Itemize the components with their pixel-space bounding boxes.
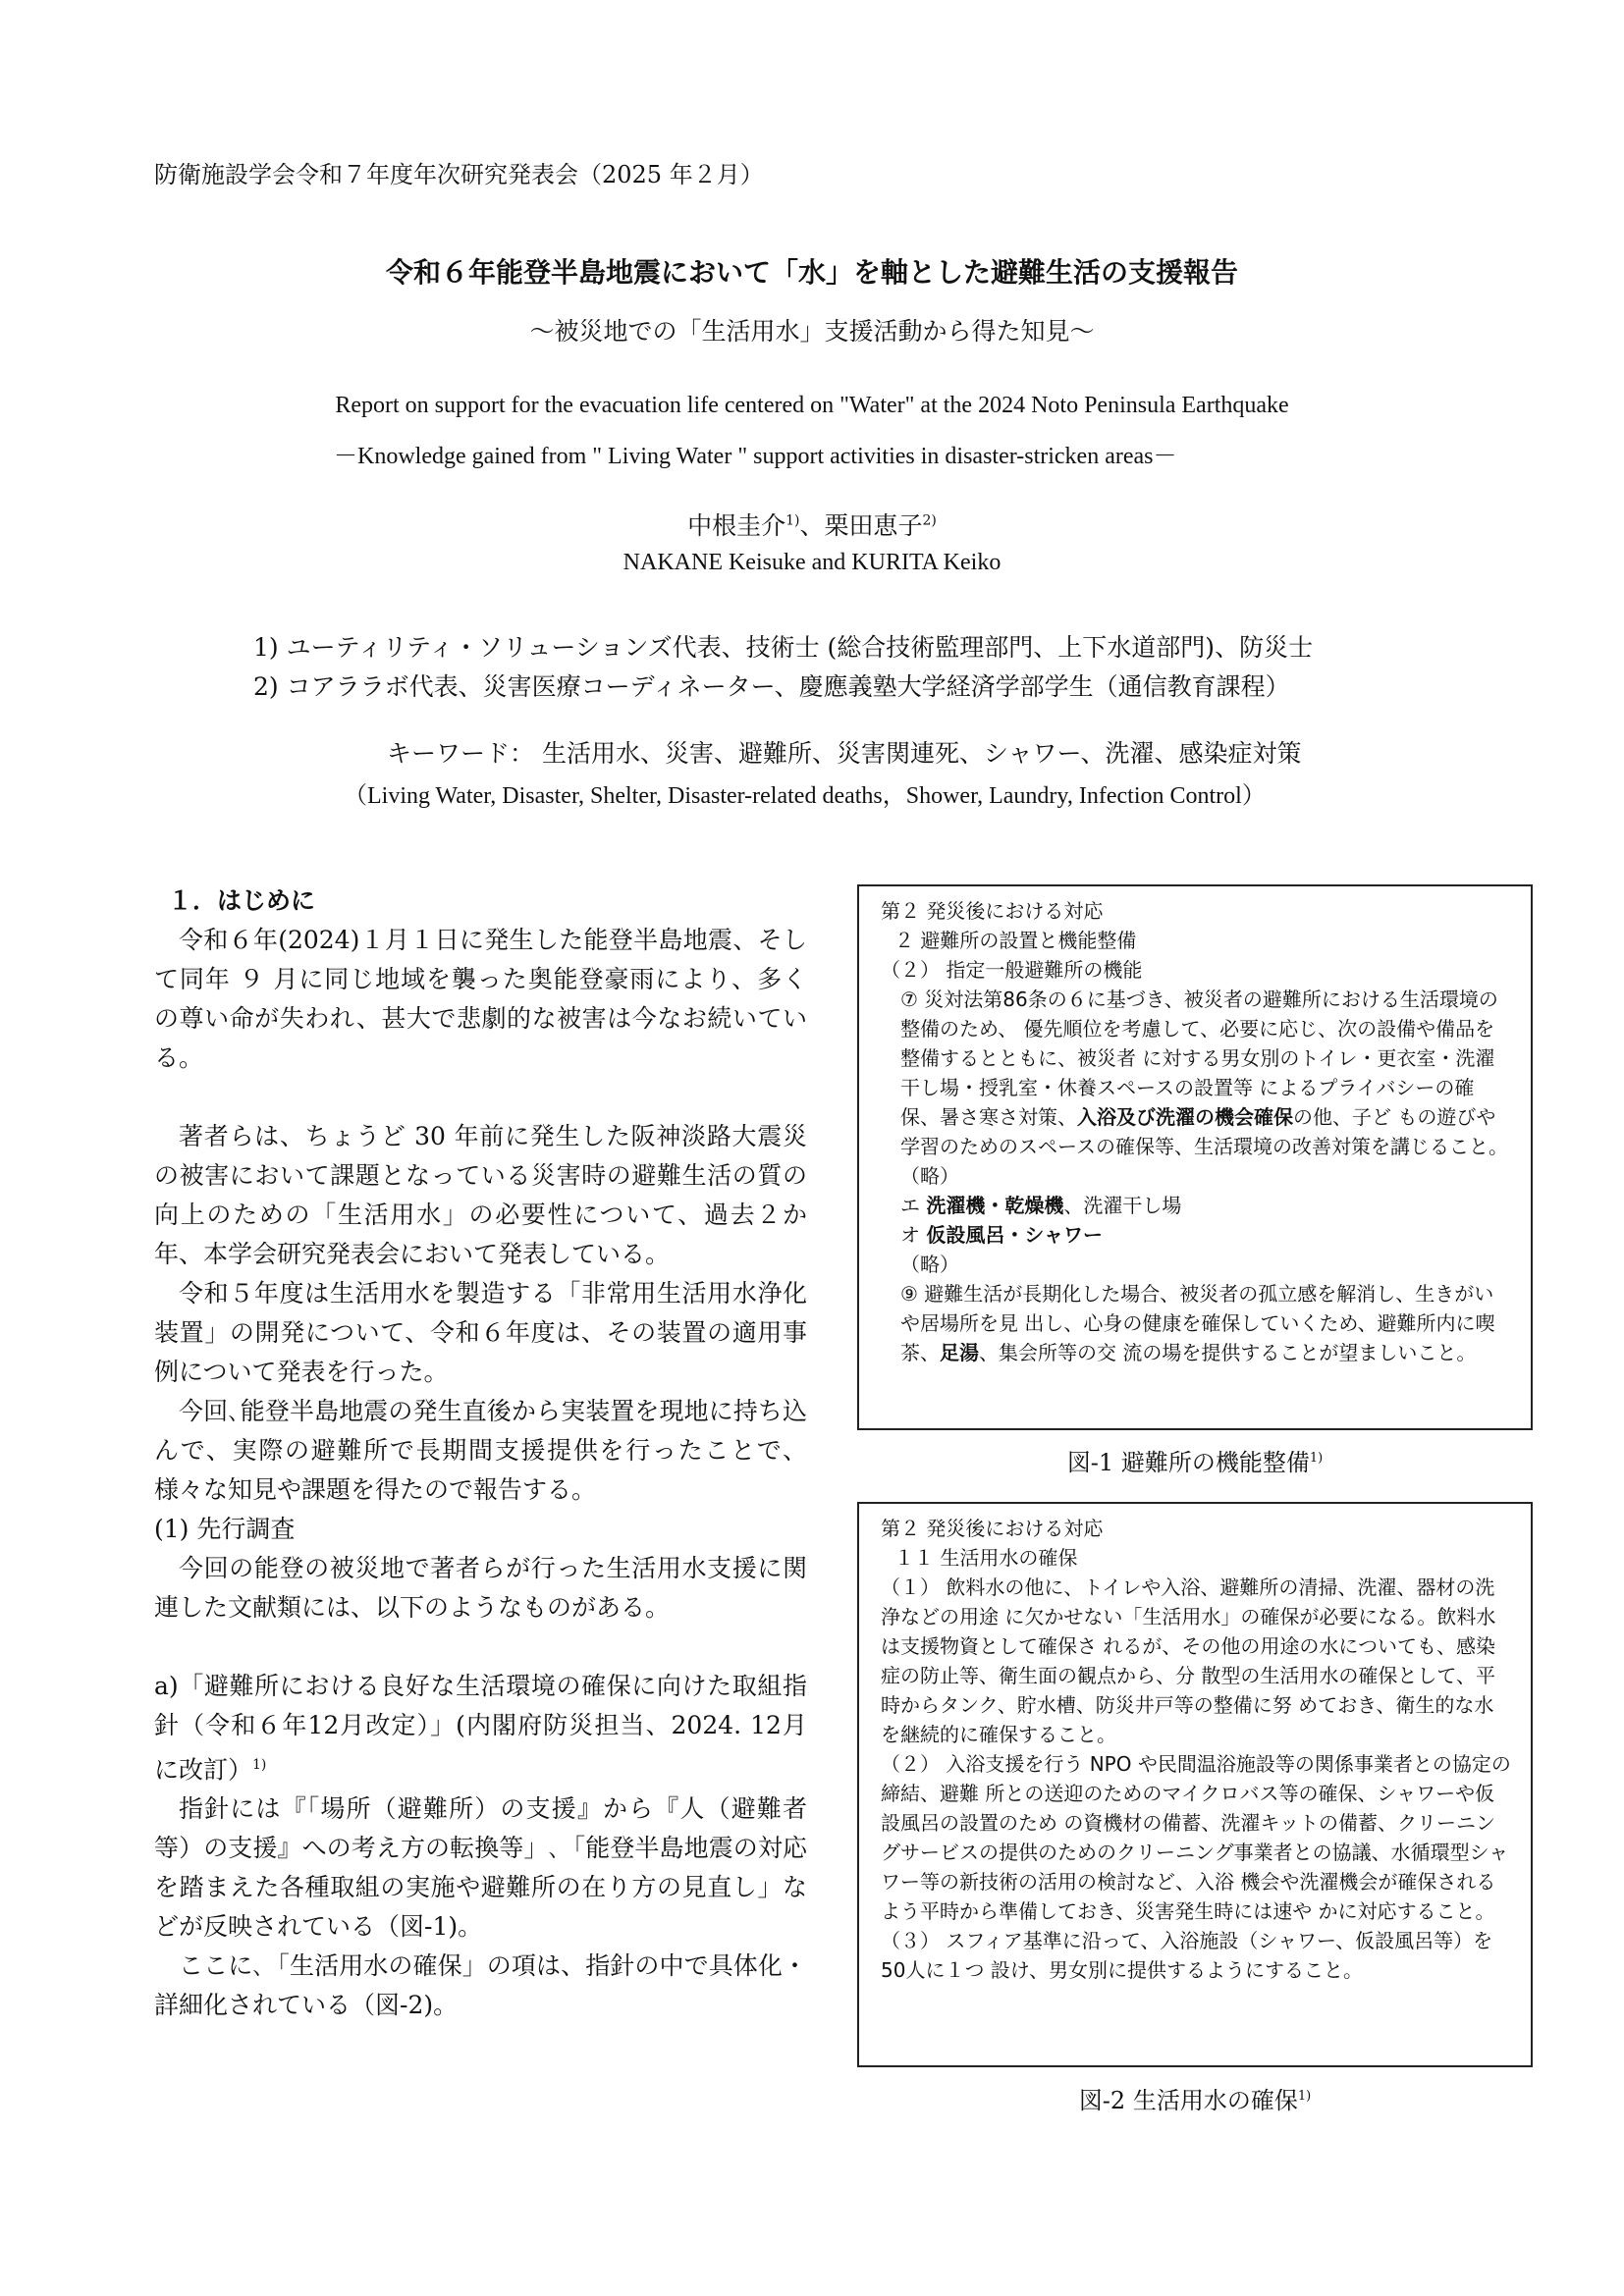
left-column-body (154, 881, 807, 2025)
paragraph: 指針には『｢場所（避難所）の支援』から『人（避難者等）の支援』への考え方の転換等」､「能登半島地震の対応を踏まえた各種取組の実施や避難所の在り方の見直し」などが反映されている（図-1)。 (154, 1794, 807, 1942)
reference-a: a)「避難所における良好な生活環境の確保に向けた取組指針（令和６年12月改定）」(内閣府防災担当、2024. 12月に改訂）$^{1)}$ (154, 1672, 807, 1785)
fig2-subheading: １１ 生活用水の確保 (894, 1546, 1078, 1570)
paragraph: 令和５年度は生活用水を製造する「非常用生活用水浄化装置」の開発について、令和６年度は、その装置の適用事例について発表を行った。 (154, 1279, 807, 1386)
authors: 中根圭介$^{1)}$、栗田恵子$^{2)}$ (687, 511, 937, 540)
paragraph: 今回の能登の被災地で著者らが行った生活用水支援に関連した文献類には、以下のようなものがある。 (154, 1554, 807, 1622)
author-1: 中根圭介 (687, 511, 786, 540)
paragraph: 今回､能登半島地震の発生直後から実装置を現地に持ち込んで、実際の避難所で長期間支援提供を行ったことで、様々な知見や課題を得たので報告する。 (154, 1397, 807, 1504)
author-2: 栗田恵子 (824, 511, 923, 540)
fig1-item-9: ⑨ 避難生活が長期化した場合、被災者の孤立感を解消し、生きがいや居場所を見 出し、心身の健康を確保していくため、避難所内に喫茶、足湯、集会所等の交 流の場を提供することが望ましいこと。 (900, 1282, 1495, 1364)
affiliation-2: 2) コアララボ代表、災害医療コーディネーター、慶應義塾大学経済学部学生（通信教育課程） (253, 672, 1290, 701)
paper-subtitle: ～被災地での「生活用水」支援活動から得た知見～ (529, 317, 1095, 346)
keywords-en: （Living Water, Disaster, Shelter, Disaster-related deaths，Shower, Laundry, Infection Control） (344, 783, 1266, 809)
keywords-jp: キーワード： 生活用水、災害、避難所、災害関連死、シャワー、洗濯、感染症対策 (387, 739, 1302, 768)
paragraph: 著者らは、ちょうど 30 年前に発生した阪神淡路大震災の被害において課題となっている災害時の避難生活の質の向上のための「生活用水」の必要性について、過去２か年、本学会研究発表会において発表している。 (154, 1122, 807, 1268)
fig1-item-e: エ 洗濯機・乾燥機、洗濯干し場 (900, 1194, 1182, 1217)
figure-1-box (857, 884, 1533, 1430)
paragraph: 令和６年(2024)１月１日に発生した能登半島地震、そして同年 ９ 月に同じ地域を襲った奥能登豪雨により、多くの尊い命が失われ、甚大で悲劇的な被害は今なお続いている。 (154, 926, 807, 1072)
affiliation-1: 1) ユーティリティ・ソリューションズ代表、技術士 (総合技術監理部門、上下水道部門)、防災士 (253, 633, 1314, 662)
fig2-heading: 第２ 発災後における対応 (881, 1517, 1104, 1540)
figure-2-caption: 図-2 生活用水の確保$^{1)}$ (1078, 2087, 1312, 2114)
figure-1-caption: 図-1 避難所の機能整備$^{1)}$ (1066, 1449, 1324, 1476)
subsection-title: (1) 先行調査 (154, 1515, 296, 1543)
paragraph: ここに､「生活用水の確保」の項は、指針の中で具体化・詳細化されている（図-2)。 (154, 1951, 807, 2020)
fig2-paragraph-2: （２） 入浴支援を行う NPO や民間温浴施設等の関係事業者との協定の締結、避難 所との送迎のためのマイクロバス等の確保、シャワーや仮設風呂の設置のため の資機材の備蓄、洗濯キットの備蓄、クリーニングサービスの提供のためのクリーニング事業者との協議、水循環型シャワー等の新技術の活用の検討など、入浴 機会や洗濯機会が確保されるよう平時から準備しておき、災害発生時には速や かに対応すること。 (881, 1752, 1511, 1923)
author-1-affil-mark: 1) (785, 512, 800, 529)
fig1-heading: 第２ 発災後における対応 (881, 899, 1104, 923)
fig1-item-o: オ 仮設風呂・シャワー (900, 1223, 1103, 1247)
authors-english: NAKANE Keisuke and KURITA Keiko (623, 550, 1001, 575)
author-2-affil-mark: 2) (922, 512, 937, 529)
fig2-paragraph-1: （１） 飲料水の他に、トイレや入浴、避難所の清掃、洗濯、器材の洗浄などの用途 に欠かせない「生活用水」の確保が必要になる。飲料水は支援物資として確保さ れるが、その他の用途の水についても、感染症の防止等、衛生面の観点から、分 散型の生活用水の確保として、平時からタンク、貯水槽、防災井戸等の整備に努 めておき、衛生的な水を継続的に確保すること。 (881, 1575, 1496, 1746)
fig1-omitted: （略） (900, 1253, 959, 1276)
fig2-paragraph-3: （３） スフィア基準に沿って、入浴施設（シャワー、仮設風呂等）を50人に１つ 設け、男女別に提供するようにすること。 (881, 1929, 1493, 1982)
fig1-omitted: （略） (900, 1164, 959, 1188)
paper-title: 令和６年能登半島地震において「水」を軸とした避難生活の支援報告 (385, 256, 1238, 289)
fig1-subheading: ２ 避難所の設置と機能整備 (894, 929, 1137, 952)
english-subtitle: －Knowledge gained from " Living Water " support activities in disaster-stricken areas－ (334, 444, 1177, 469)
conference-header: 防衛施設学会令和７年度年次研究発表会（2025 年２月） (154, 161, 764, 188)
english-title: Report on support for the evacuation life centered on "Water" at the 2024 Noto Peninsula Earthquake (335, 393, 1289, 418)
fig1-subsection: （２） 指定一般避難所の機能 (881, 958, 1143, 982)
fig1-item-7: ⑦ 災対法第86条の６に基づき、被災者の避難所における生活環境の整備のため、 優先順位を考慮して、必要に応じ、次の設備や備品を整備するとともに、被災者 に対する男女別のトイレ・更衣室・洗濯干し場・授乳室・休養スペースの設置等 によるプライバシーの確保、暑さ寒さ対策、入浴及び洗濯の機会確保の他、子ど もの遊びや学習のためのスペースの確保等、生活環境の改善対策を講じること。 (900, 988, 1508, 1158)
section-title: １．はじめに (168, 886, 316, 915)
figure-2-box (857, 1502, 1533, 2067)
